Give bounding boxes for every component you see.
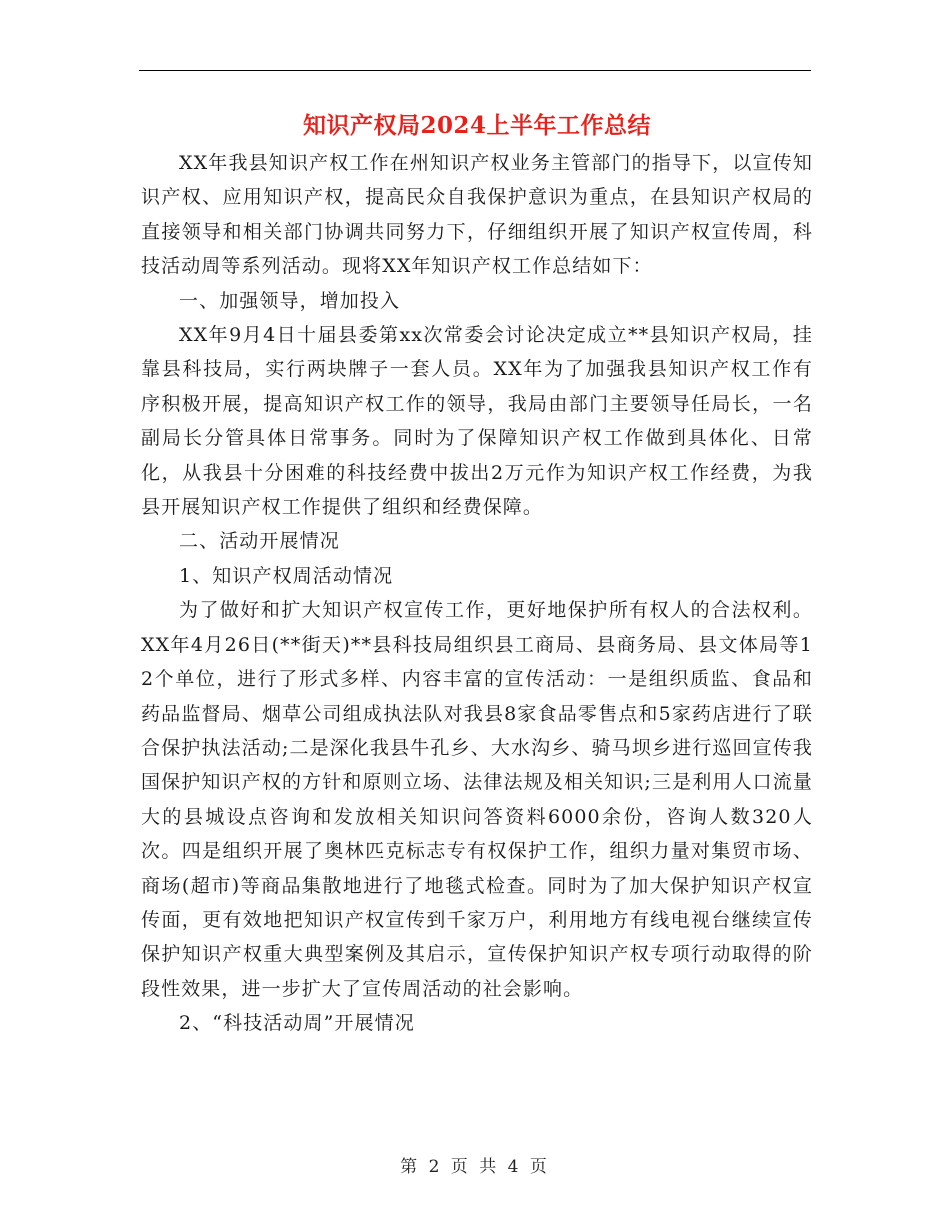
section-heading-activities: 二、活动开展情况	[179, 530, 340, 553]
ip-week-paragraph: 为了做好和扩大知识产权宣传工作，更好地保护所有权人的合法权利。XX年4月26日(**街天)**县科技局组织县工商局、县商务局、县文体局等12个单位，进行了形式多样、内容丰富的宣传活动：一是组织质监、食品和药品监督局、烟草公司组成执法队对我县8家食品零售点和5家药店进行了联合保护执法活动;二是深化我县牛孔乡、大水沟乡、骑马坝乡进行巡回宣传我国保护知识产权的方针和原则立场、法律法规及相关知识;三是利用人口流量大的县城设点咨询和发放相关知识问答资料6000余份，咨询人数320人次。四是组织开展了奥林匹克标志专有权保护工作，组织力量对集贸市场、商场(超市)等商品集散地进行了地毯式检查。同时为了加大保护知识产权宣传面，更有效地把知识产权宣传到千家万户，利用地方有线电视台继续宣传保护知识产权重大典型案例及其启示，宣传保护知识产权专项行动取得的阶段性效果，进一步扩大了宣传周活动的社会影响。	[141, 599, 813, 1000]
page-footer: 第 2 页 共 4 页	[400, 1157, 550, 1177]
header-rule	[139, 70, 811, 71]
leadership-paragraph: XX年9月4日十届县委第xx次常委会讨论决定成立**县知识产权局，挂靠县科技局，实行两块牌子一套人员。XX年为了加强我县知识产权工作有序积极开展，提高知识产权工作的领导，我局由部门主要领导任局长，一名副局长分管具体日常事务。同时为了保障知识产权工作做到具体化、日常化，从我县十分困难的科技经费中拔出2万元作为知识产权工作经费，为我县开展知识产权工作提供了组织和经费保障。	[141, 324, 813, 519]
document-title: 知识产权局2024上半年工作总结	[302, 112, 651, 139]
subsection-heading-tech-week: 2、“科技活动周”开展情况	[179, 1012, 415, 1035]
intro-paragraph: XX年我县知识产权工作在州知识产权业务主管部门的指导下，以宣传知识产权、应用知识产权，提高民众自我保护意识为重点，在县知识产权局的直接领导和相关部门协调共同努力下，仔细组织开展了知识产权宣传周，科技活动周等系列活动。现将XX年知识产权工作总结如下：	[141, 152, 813, 278]
subsection-heading-ip-week: 1、知识产权周活动情况	[179, 564, 394, 587]
document-body	[141, 106, 813, 1041]
section-heading-leadership: 一、加强领导，增加投入	[179, 289, 401, 312]
